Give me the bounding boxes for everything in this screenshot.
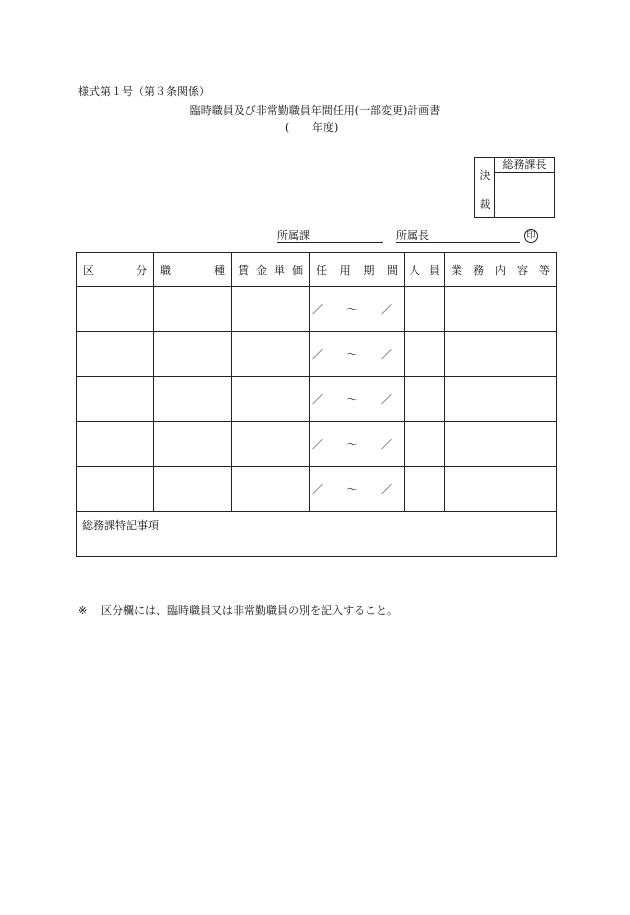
header-char: 期 bbox=[363, 263, 375, 277]
cell-job-type[interactable] bbox=[154, 332, 232, 377]
cell-period[interactable]: ／ ～ ／ bbox=[310, 287, 405, 332]
header-char: 間 bbox=[386, 263, 398, 277]
header-char: 内 bbox=[495, 263, 506, 277]
table-row bbox=[77, 332, 557, 377]
cell-wage-rate[interactable] bbox=[232, 467, 310, 512]
header-char: 職 bbox=[160, 263, 171, 277]
cell-period[interactable]: ／ ～ ／ bbox=[310, 422, 405, 467]
document-title: 臨時職員及び非常勤職員年間任用(一部変更)計画書 bbox=[189, 104, 441, 117]
cell-wage-rate[interactable] bbox=[232, 287, 310, 332]
table-row bbox=[77, 422, 557, 467]
cell-category[interactable] bbox=[77, 422, 154, 467]
approval-char-1: 決 bbox=[479, 169, 491, 182]
department-line bbox=[277, 229, 545, 245]
header-char: 賃 bbox=[238, 263, 249, 277]
header-char: 分 bbox=[136, 263, 147, 277]
header-char: 用 bbox=[339, 263, 351, 277]
cell-duties[interactable] bbox=[445, 332, 557, 377]
reference-mark: ※ bbox=[78, 604, 88, 617]
cell-category[interactable] bbox=[77, 467, 154, 512]
cell-headcount[interactable] bbox=[405, 422, 445, 467]
table-row bbox=[77, 467, 557, 512]
cell-duties[interactable] bbox=[445, 467, 557, 512]
notes-row bbox=[77, 512, 557, 557]
cell-job-type[interactable] bbox=[154, 422, 232, 467]
approval-char-2: 裁 bbox=[479, 198, 491, 211]
table-header-row bbox=[77, 253, 557, 287]
cell-job-type[interactable] bbox=[154, 377, 232, 422]
seal-mark: 印 bbox=[524, 229, 538, 243]
form-number: 様式第１号（第３条関係） bbox=[78, 85, 210, 98]
header-char: 任 bbox=[316, 263, 327, 277]
header-char: 務 bbox=[473, 263, 484, 277]
header-wage-rate bbox=[232, 253, 310, 287]
header-char: 種 bbox=[214, 263, 225, 277]
header-char: 人 bbox=[409, 263, 420, 277]
header-char: 等 bbox=[539, 263, 550, 277]
approval-stamp-area[interactable] bbox=[495, 173, 554, 217]
cell-headcount[interactable] bbox=[405, 467, 445, 512]
section-underline[interactable] bbox=[277, 242, 383, 243]
fiscal-year-open-paren: ( bbox=[285, 121, 290, 134]
header-job-type bbox=[154, 253, 232, 287]
table-row bbox=[77, 287, 557, 332]
cell-headcount[interactable] bbox=[405, 332, 445, 377]
header-char: 金 bbox=[256, 263, 267, 277]
chief-label: 所属長 bbox=[396, 229, 429, 242]
cell-duties[interactable] bbox=[445, 422, 557, 467]
footnote-text: 区分欄には、臨時職員又は非常勤職員の別を記入すること。 bbox=[101, 604, 398, 617]
approval-side bbox=[475, 158, 495, 217]
cell-category[interactable] bbox=[77, 287, 154, 332]
plan-table bbox=[76, 252, 557, 557]
header-appointment-period bbox=[310, 253, 405, 287]
header-char: 容 bbox=[517, 263, 528, 277]
cell-category[interactable] bbox=[77, 377, 154, 422]
table-row bbox=[77, 377, 557, 422]
header-char: 価 bbox=[292, 263, 303, 277]
fiscal-year-label: 年度) bbox=[312, 121, 339, 134]
header-duties bbox=[445, 253, 557, 287]
header-char: 単 bbox=[274, 263, 285, 277]
cell-wage-rate[interactable] bbox=[232, 332, 310, 377]
notes-cell[interactable] bbox=[77, 512, 557, 557]
chief-underline[interactable] bbox=[396, 242, 520, 243]
cell-period[interactable]: ／ ～ ／ bbox=[310, 332, 405, 377]
cell-duties[interactable] bbox=[445, 287, 557, 332]
cell-period[interactable]: ／ ～ ／ bbox=[310, 467, 405, 512]
header-category bbox=[77, 253, 154, 287]
notes-label: 総務課特記事項 bbox=[82, 519, 159, 532]
approval-box bbox=[474, 157, 555, 218]
cell-wage-rate[interactable] bbox=[232, 422, 310, 467]
cell-headcount[interactable] bbox=[405, 377, 445, 422]
cell-headcount[interactable] bbox=[405, 287, 445, 332]
header-char: 区 bbox=[83, 263, 94, 277]
header-char: 業 bbox=[451, 263, 462, 277]
cell-job-type[interactable] bbox=[154, 287, 232, 332]
cell-wage-rate[interactable] bbox=[232, 377, 310, 422]
header-char: 員 bbox=[429, 263, 440, 277]
cell-duties[interactable] bbox=[445, 377, 557, 422]
approval-role: 総務課長 bbox=[495, 158, 554, 173]
section-label: 所属課 bbox=[277, 229, 310, 242]
cell-job-type[interactable] bbox=[154, 467, 232, 512]
cell-category[interactable] bbox=[77, 332, 154, 377]
header-headcount bbox=[405, 253, 445, 287]
cell-period[interactable]: ／ ～ ／ bbox=[310, 377, 405, 422]
